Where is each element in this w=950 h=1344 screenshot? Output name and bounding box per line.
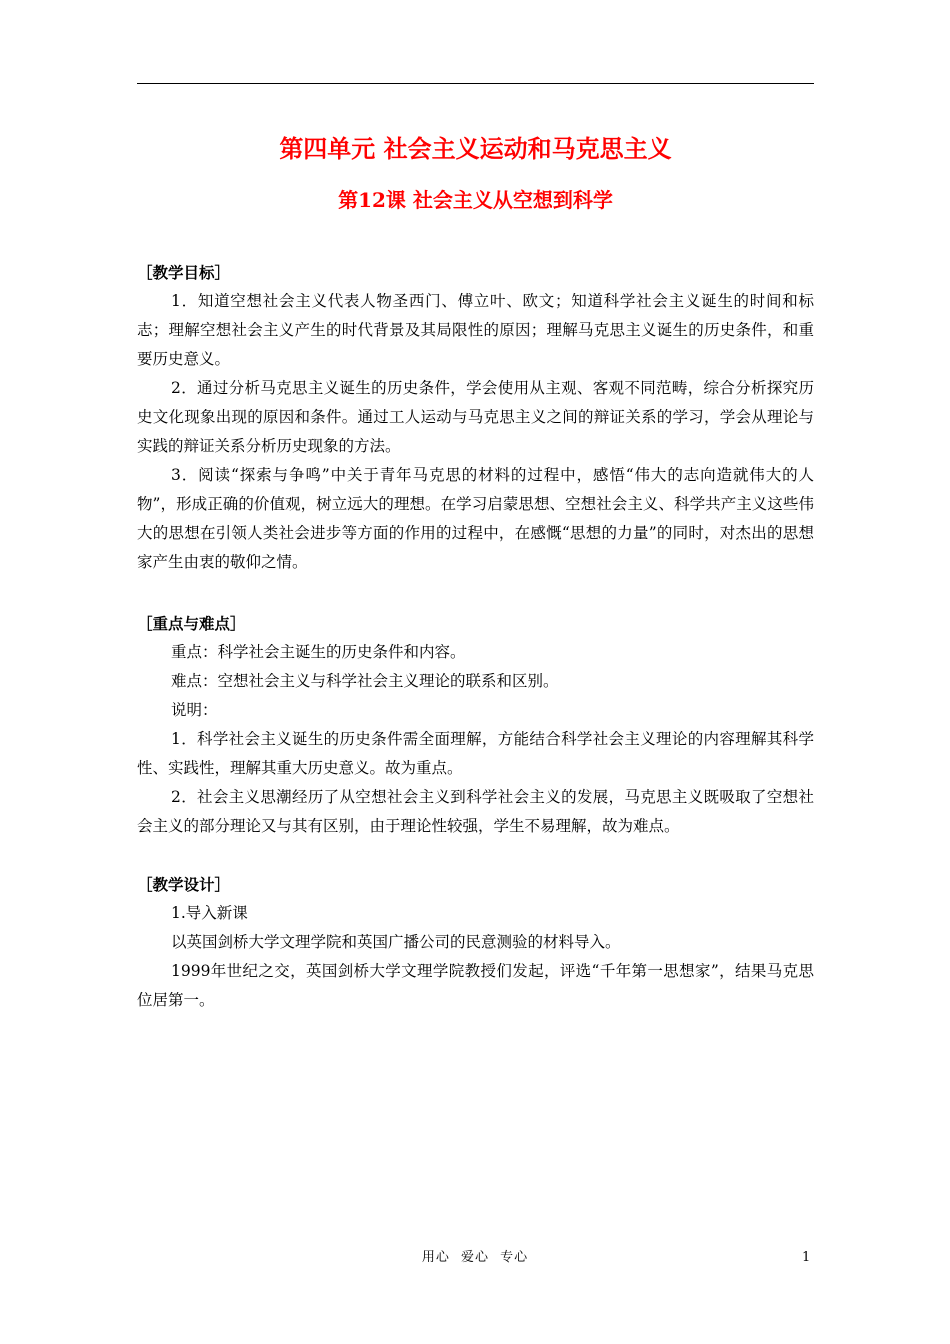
- key-difficulty: 难点：空想社会主义与科学社会主义理论的联系和区别。: [171, 672, 559, 690]
- header-rule: [137, 83, 814, 84]
- note-item-2: 2．社会主义思潮经历了从空想社会主义到科学社会主义的发展，马克思主义既吸取了空想社会主义的部分理论又与其有区别，由于理论性较强，学生不易理解，故为难点。: [137, 788, 814, 835]
- section-spacer: [137, 577, 814, 609]
- objectives-heading: ［教学目标］: [137, 263, 231, 282]
- page-number: 1: [802, 1250, 811, 1265]
- design-heading: ［教学设计］: [137, 875, 231, 894]
- objective-item-2: 2．通过分析马克思主义诞生的历史条件，学会使用从主观、客观不同范畴，综合分析探究历史文化现象出现的原因和条件。通过工人运动与马克思主义之间的辩证关系的学习，学会从理论与实践的辩证关系分析历史现象的方法。: [137, 379, 814, 455]
- design-intro: 以英国剑桥大学文理学院和英国广播公司的民意测验的材料导入。: [171, 933, 621, 951]
- footer-motto: 用心 爱心 专心: [421, 1250, 529, 1265]
- objective-item-1: 1．知道空想社会主义代表人物圣西门、傅立叶、欧文；知道科学社会主义诞生的时间和标志；理解空想社会主义产生的时代背景及其局限性的原因；理解马克思主义诞生的历史条件，和重要历史意义。: [137, 292, 814, 368]
- document-body: [137, 258, 814, 1015]
- objective-item-3: 3．阅读“探索与争鸣”中关于青年马克思的材料的过程中，感悟“伟大的志向造就伟大的人物”，形成正确的价值观，树立远大的理想。在学习启蒙思想、空想社会主义、科学共产主义这些伟大的思想在引领人类社会进步等方面的作用的过程中，在感慨“思想的力量”的同时，对杰出的思想家产生由衷的敬仰之情。: [137, 466, 814, 571]
- section-spacer: [137, 841, 814, 870]
- key-focus: 重点：科学社会主诞生的历史条件和内容。: [171, 643, 466, 661]
- key-points-heading: ［重点与难点］: [137, 614, 246, 633]
- unit-title: 第四单元 社会主义运动和马克思主义: [279, 134, 672, 163]
- design-material: 1999年世纪之交，英国剑桥大学文理学院教授们发起，评选“千年第一思想家”，结果马克思位居第一。: [137, 962, 814, 1009]
- note-item-1: 1．科学社会主义诞生的历史条件需全面理解，方能结合科学社会主义理论的内容理解其科学性、实践性，理解其重大历史意义。故为重点。: [137, 730, 814, 777]
- lesson-title: 第12课 社会主义从空想到科学: [338, 188, 613, 212]
- design-step-label: 1.导入新课: [171, 904, 248, 922]
- note-label: 说明：: [171, 701, 218, 719]
